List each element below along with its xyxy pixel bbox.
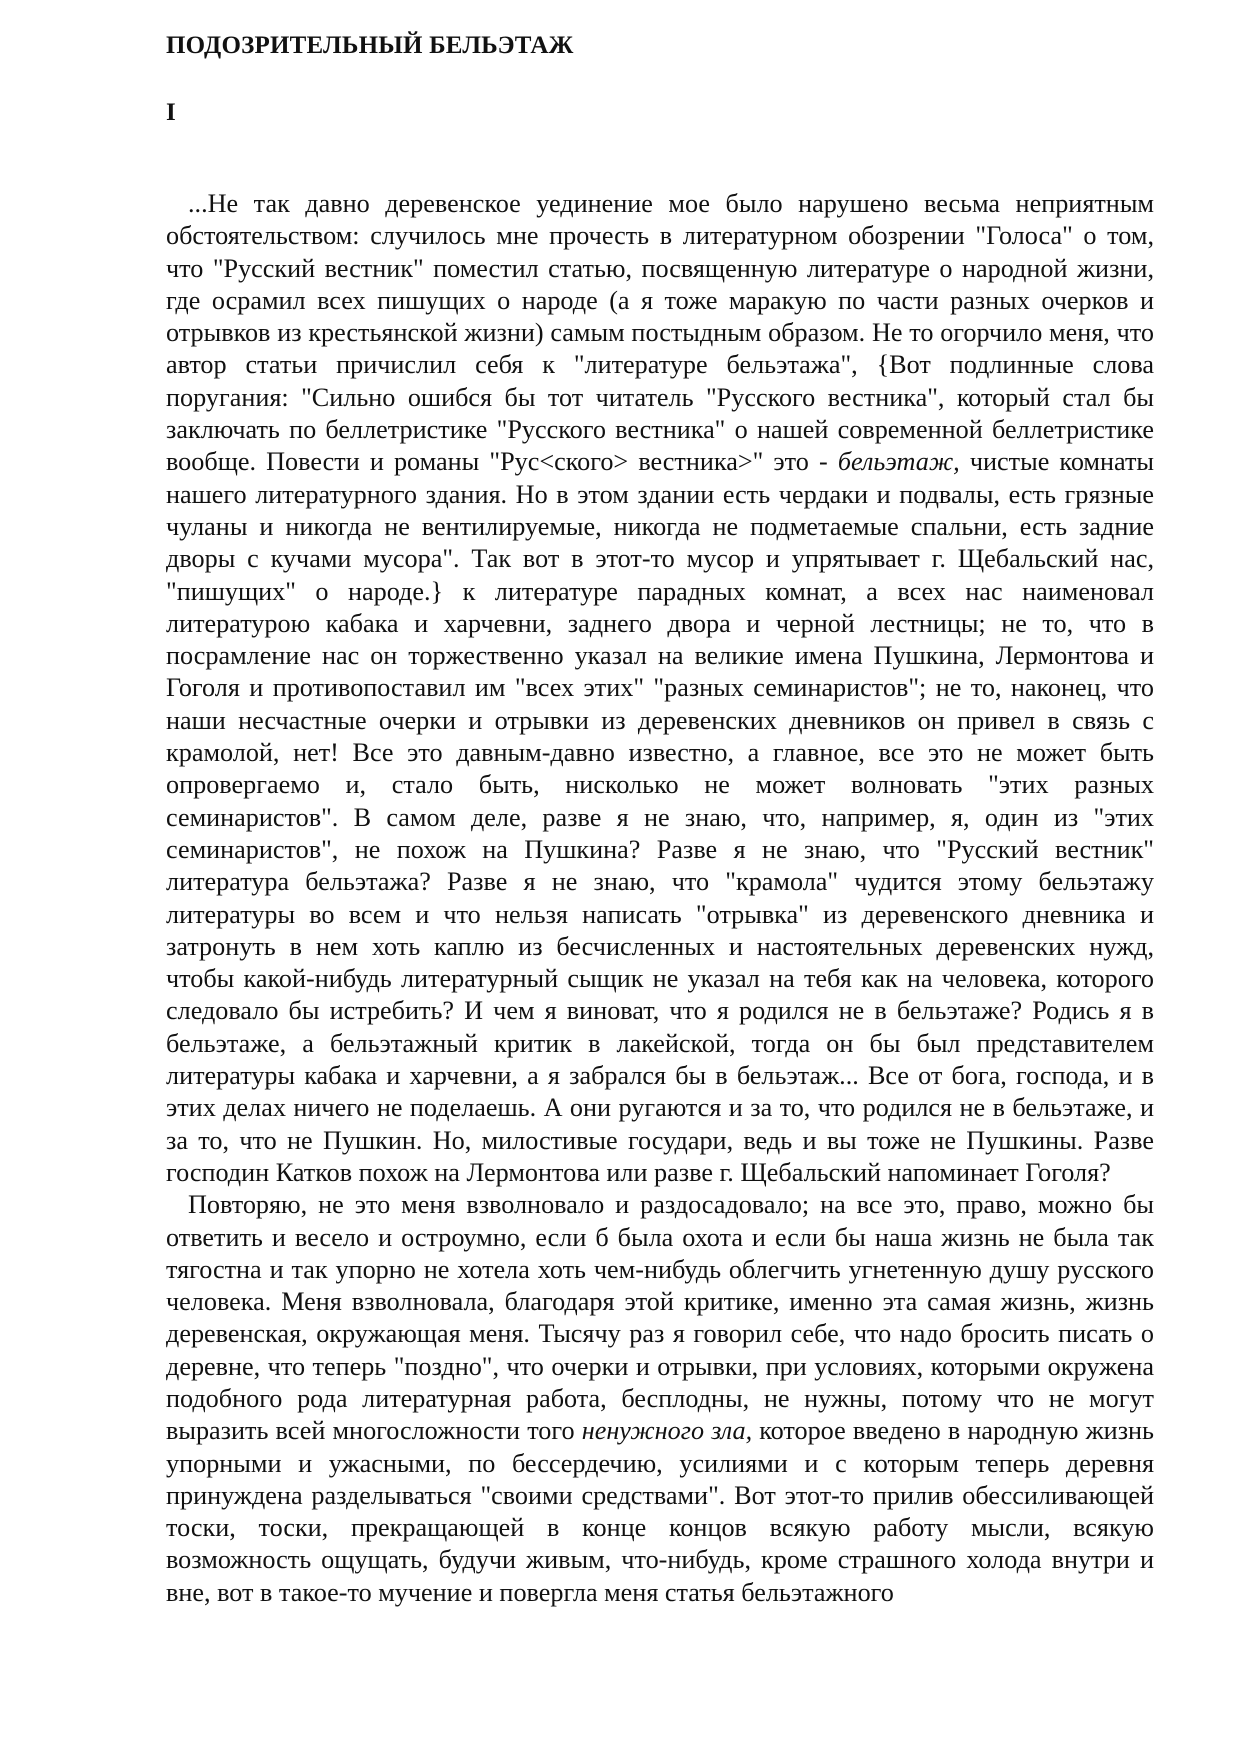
- paragraph-1-text-b: чистые комнаты нашего литературного здания. Но в этом здании есть чердаки и подвалы, есть грязные чуланы и никогда не вентилируемые, никогда не подметаемые спальни, есть задние дворы с кучами мусора". Так вот в этот-то мусор и упрятывает г. Щебальский нас, "пишущих" о народе.} к литературе парадных комнат, а всех нас наименовал литературою кабака и харчевни, заднего двора и черной лестницы; не то, что в посрамление нас он торжественно указал на великие имена Пушкина, Лермонтова и Гоголя и противопоставил им "всех этих" "разных семинаристов"; не то, наконец, что наши несчастные очерки и отрывки из деревенских дневников он привел в связь с крамолой, нет! Все это давным-давно известно, а главное, все это не может быть опровергаемо и, стало быть, нисколько не может волновать "этих разных семинаристов". В самом деле, разве я не знаю, что, например, я, один из "этих семинаристов", не похож на Пушкина? Разве я не знаю, что "Русский вестник" литература бельэтажа? Разве я не знаю, что "крамола" чудится этому бельэтажу литературы во всем и что нельзя написать "отрывка" из деревенского дневника и затронуть в нем хоть каплю из бесчисленных и настоятельных деревенских нужд, чтобы какой-нибудь литературный сыщик не указал на тебя как на человека, которого следовало бы истребить? И чем я виноват, что я родился не в бельэтаже? Родись я в бельэтаже, а бельэтажный критик в лакейской, тогда он бы был представителем литературы кабака и харчевни, а я забрался бы в бельэтаж... Все от бога, господа, и в этих делах ничего не поделаешь. А они ругаются и за то, что родился не в бельэтаже, и за то, что не Пушкин. Но, милостивые государи, ведь и вы тоже не Пушкины. Разве господин Катков похож на Лермонтова или разве г. Щебальский напоминает Гоголя?: [166, 447, 1154, 1187]
- paragraph-2: [166, 1189, 1154, 1609]
- paragraph-1-text-a: ...Не так давно деревенское уединение мое было нарушено весьма неприятным обстоятельством: случилось мне прочесть в литературном обозрении "Голоса" о том, что "Русский вестник" поместил статью, посвященную литературе о народной жизни, где осрамил всех пишущих о народе (а я тоже маракую по части разных очерков и отрывков из крестьянской жизни) самым постыдным образом. Не то огорчило меня, что автор статьи причислил себя к "литературе бельэтажа", {Вот подлинные слова поругания: "Сильно ошибся бы тот читатель "Русского вестника", который стал бы заключать по беллетристике "Русского вестника" о нашей современной беллетристике вообще. Повести и романы "Рус<ского> вестника>" это -: [166, 189, 1154, 477]
- document-body: [166, 188, 1154, 1609]
- paragraph-2-text-b: которое введено в народную жизнь упорными и ужасными, по бессердечию, усилиями и с которым теперь деревня принуждена разделываться "своими средствами". Вот этот-то прилив обессиливающей тоски, тоски, прекращающей в конце концов всякую работу мысли, всякую возможность ощущать, будучи живым, что-нибудь, кроме страшного холода внутри и вне, вот в такое-то мучение и повергла меня статья бельэтажного: [166, 1416, 1154, 1607]
- paragraph-2-italic: ненужного зла,: [581, 1416, 753, 1446]
- chapter-heading: I: [166, 99, 176, 126]
- document-title: ПОДОЗРИТЕЛЬНЫЙ БЕЛЬЭТАЖ: [166, 32, 574, 59]
- paragraph-2-text-a: Повторяю, не это меня взволновало и раздосадовало; на все это, право, можно бы ответить и весело и остроумно, если б была охота и если бы наша жизнь не была так тягостна и так упорно не хотела хоть чем-нибудь облегчить угнетенную душу русского человека. Меня взволновала, благодаря этой критике, именно эта самая жизнь, жизнь деревенская, окружающая меня. Тысячу раз я говорил себе, что надо бросить писать о деревне, что теперь "поздно", что очерки и отрывки, при условиях, которыми окружена подобного рода литературная работа, бесплодны, не нужны, потому что не могут выразить всей многосложности того: [166, 1190, 1154, 1446]
- paragraph-1: [166, 188, 1154, 1189]
- paragraph-1-italic: бельэтаж,: [837, 447, 960, 477]
